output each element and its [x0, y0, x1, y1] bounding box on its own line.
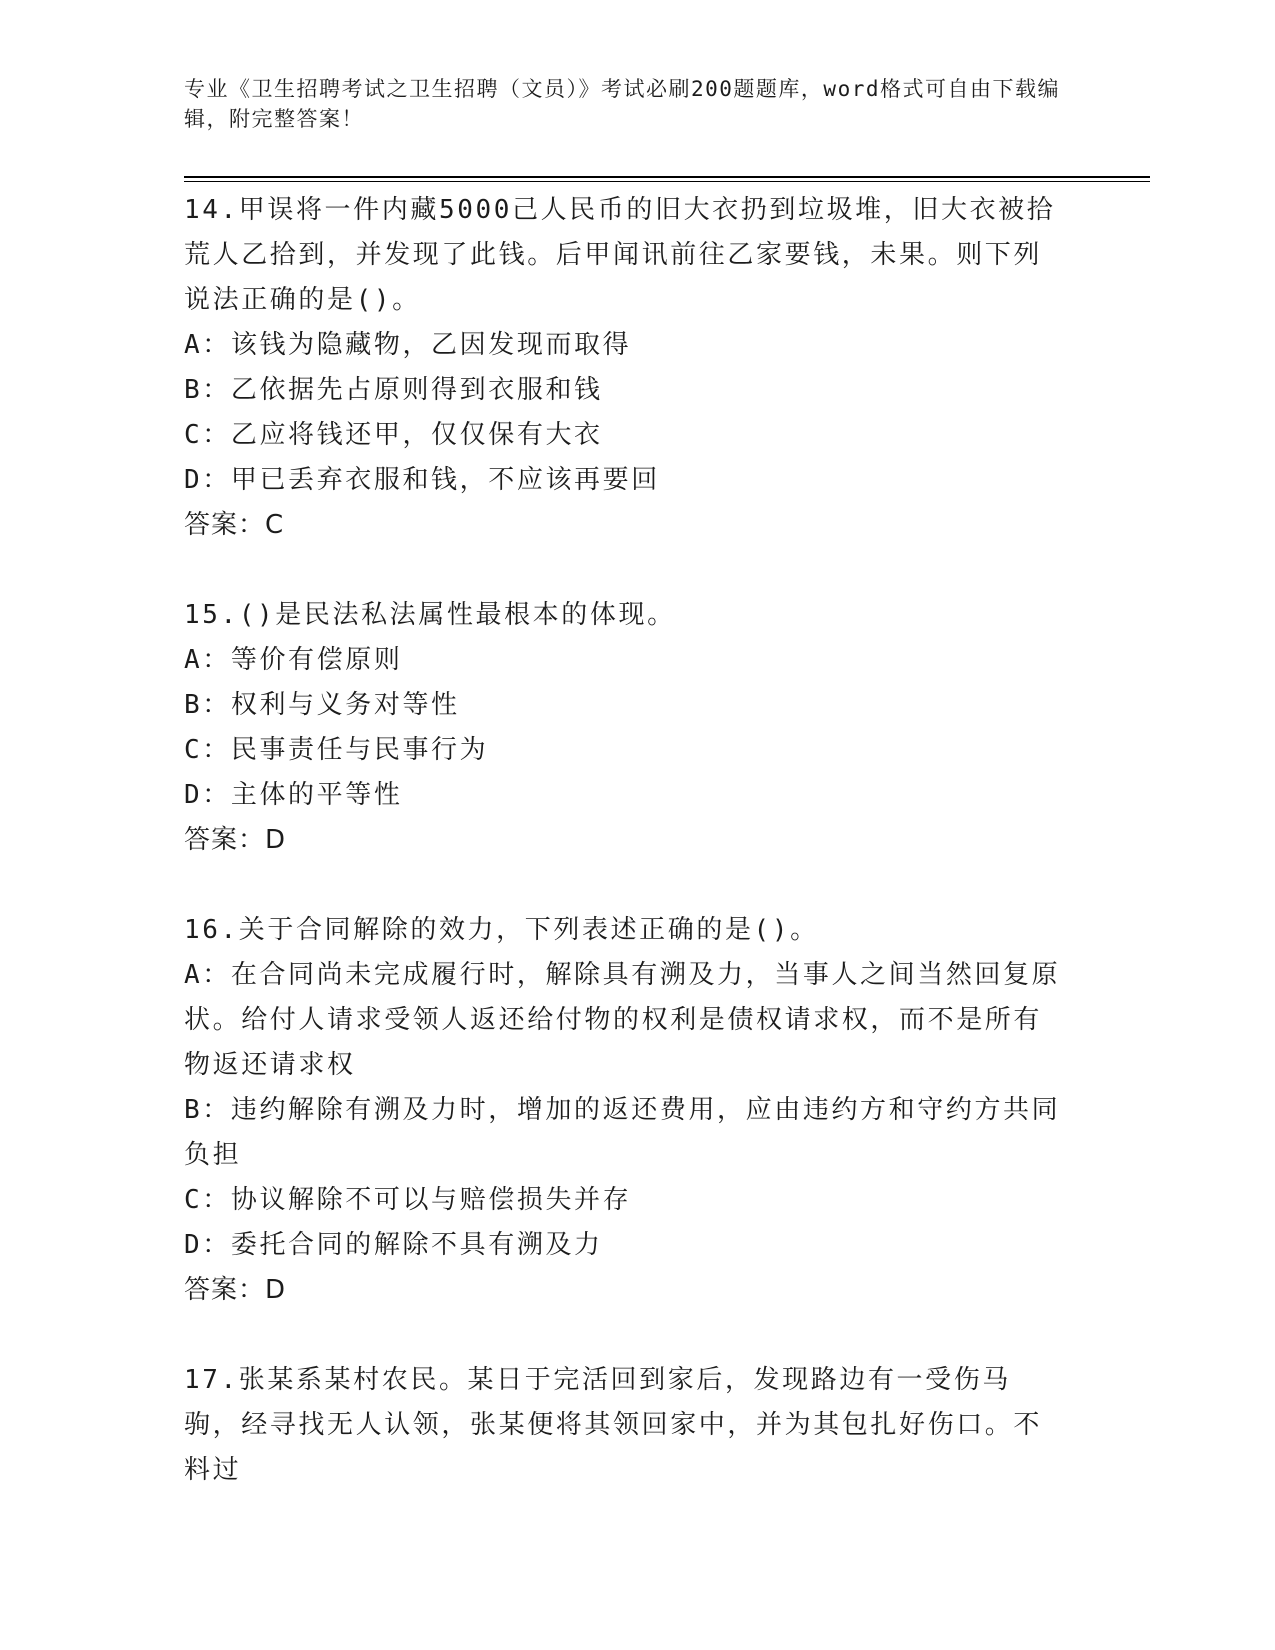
option-c: C：协议解除不可以与赔偿损失并存 [184, 1185, 632, 1215]
option-b: B：违约解除有溯及力时，增加的返还费用，应由违约方和守约方共同负担 [184, 1095, 1061, 1170]
header-divider-thin [184, 181, 1150, 182]
question-stem: 15.()是民法私法属性最根本的体现。 [184, 600, 676, 630]
option-b: B：乙依据先占原则得到衣服和钱 [184, 375, 603, 405]
option-b: B：权利与义务对等性 [184, 690, 460, 720]
option-c: C：民事责任与民事行为 [184, 735, 489, 765]
answer-label: 答案：D [184, 825, 287, 855]
option-a: A：在合同尚未完成履行时，解除具有溯及力，当事人之间当然回复原状。给付人请求受领人返还给付物的权利是债权请求权，而不是所有物返还请求权 [184, 960, 1061, 1080]
option-a: A：该钱为隐藏物，乙因发现而取得 [184, 330, 632, 360]
answer-label: 答案：C [184, 510, 285, 540]
question-17 [184, 1358, 1064, 1493]
document-header: 专业《卫生招聘考试之卫生招聘（文员）》考试必刷200题题库，word格式可自由下载编辑，附完整答案！ [184, 77, 1060, 131]
question-stem: 14.甲误将一件内藏5000己人民币的旧大衣扔到垃圾堆，旧大衣被拾荒人乙拾到，并发现了此钱。后甲闻讯前往乙家要钱，未果。则下列说法正确的是()。 [184, 195, 1056, 315]
option-d: D：甲已丢弃衣服和钱，不应该再要回 [184, 465, 660, 495]
question-16 [184, 908, 1064, 1313]
header-divider-thick [184, 176, 1150, 178]
question-list [184, 188, 1064, 1538]
option-d: D：委托合同的解除不具有溯及力 [184, 1230, 603, 1260]
question-stem: 16.关于合同解除的效力，下列表述正确的是()。 [184, 915, 819, 945]
answer-label: 答案：D [184, 1275, 287, 1305]
question-14 [184, 188, 1064, 548]
question-15 [184, 593, 1064, 863]
option-c: C：乙应将钱还甲，仅仅保有大衣 [184, 420, 603, 450]
option-d: D：主体的平等性 [184, 780, 403, 810]
question-stem: 17.张某系某村农民。某日于完活回到家后，发现路边有一受伤马驹，经寻找无人认领，张某便将其领回家中，并为其包扎好伤口。不料过 [184, 1365, 1043, 1485]
option-a: A：等价有偿原则 [184, 645, 403, 675]
